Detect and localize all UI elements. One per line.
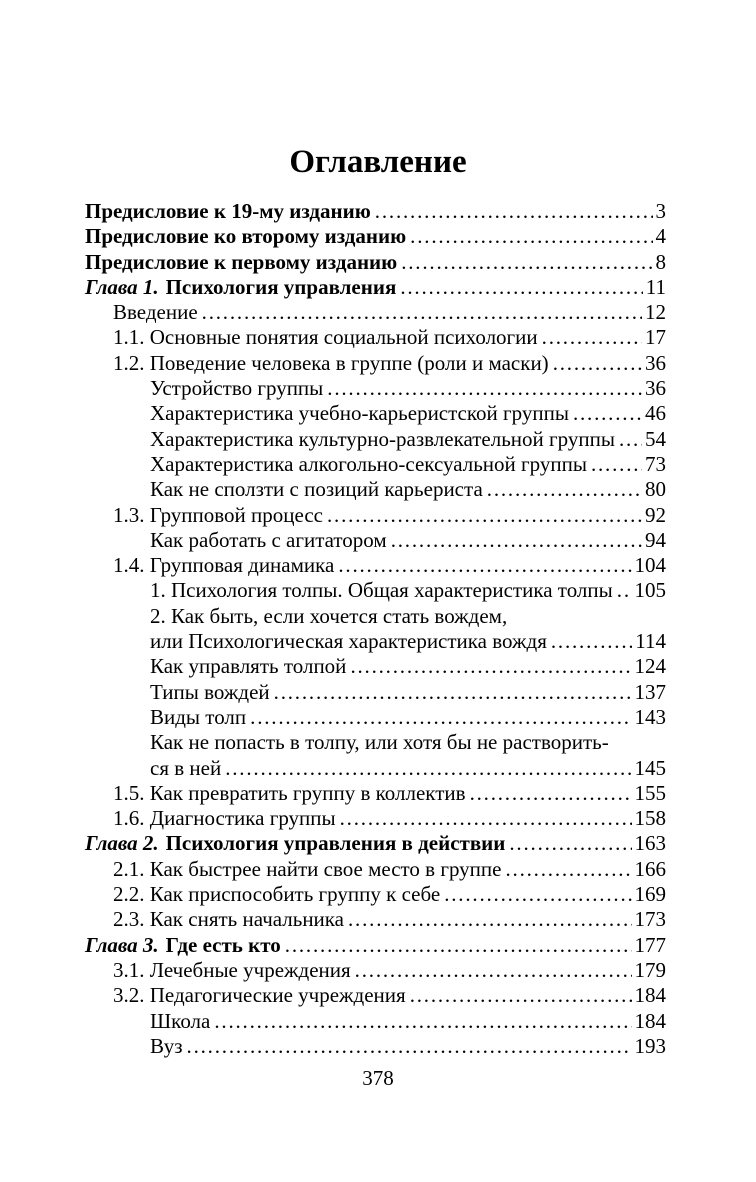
dots-leader [591, 452, 642, 477]
toc-entry [85, 654, 666, 679]
toc-entry-label: 1. Психология толпы. Общая характеристика толпы [150, 578, 613, 603]
toc-entry [85, 452, 666, 477]
toc-entry-page: 94 [645, 527, 666, 552]
toc-entry [85, 351, 666, 376]
toc-entry [85, 907, 666, 932]
toc-entry-page: 143 [634, 704, 666, 729]
toc-entry-page: 8 [655, 249, 666, 274]
chapter-title: Психология управления [165, 274, 397, 299]
chapter-prefix: Глава 3. [85, 932, 159, 957]
dots-leader [348, 907, 632, 932]
toc-list [85, 199, 666, 1059]
dots-leader [187, 1034, 632, 1059]
toc-entry [85, 224, 666, 249]
toc-entry-page: 36 [645, 350, 666, 375]
toc-entry [85, 933, 666, 958]
toc-entry-label [85, 275, 396, 300]
toc-entry-page: 17 [645, 325, 666, 350]
toc-entry-page: 184 [634, 983, 666, 1008]
toc-entry-label: Предисловие к первому изданию [85, 249, 398, 274]
toc-entry-label: 1.4. Групповая динамика [113, 553, 335, 578]
dots-leader [542, 325, 642, 350]
toc-entry [85, 578, 666, 603]
toc-entry-label [85, 831, 505, 856]
toc-entry-label: 1.1. Основные понятия социальной психологии [113, 325, 538, 350]
toc-entry [85, 958, 666, 983]
toc-entry-page: 54 [645, 426, 666, 451]
toc-entry-label: Типы вождей [150, 679, 270, 704]
toc-entry [85, 705, 666, 730]
chapter-title: Психология управления в действии [165, 831, 506, 856]
toc-entry [85, 1034, 666, 1059]
dots-leader [274, 680, 632, 705]
toc-entry [85, 199, 666, 224]
chapter-prefix: Глава 1. [85, 274, 159, 299]
toc-entry-page: 105 [634, 578, 666, 603]
dots-leader [285, 933, 632, 958]
toc-entry [85, 831, 666, 856]
toc-entry-page: 46 [645, 401, 666, 426]
toc-entry-label: Как работать с агитатором [150, 527, 387, 552]
dots-leader [551, 629, 632, 654]
toc-entry-label: ся в ней [150, 755, 222, 780]
footer-page-number: 378 [362, 1066, 394, 1090]
page-title: Оглавление [289, 144, 467, 180]
toc-entry [85, 882, 666, 907]
toc-entry-page: 137 [634, 679, 666, 704]
toc-entry [85, 983, 666, 1008]
toc-entry-page: 11 [645, 274, 666, 299]
toc-entry [85, 680, 666, 705]
toc-entry [85, 629, 666, 654]
toc-entry-page: 124 [634, 654, 666, 679]
dots-leader [505, 857, 631, 882]
toc-entry-label: Виды толп [150, 704, 247, 729]
toc-entry-page: 73 [645, 451, 666, 476]
toc-entry-label: Как управлять толпой [150, 654, 347, 679]
toc-entry-page: 163 [634, 831, 666, 856]
toc-entry [85, 503, 666, 528]
toc-entry [85, 275, 666, 300]
dots-leader [340, 806, 632, 831]
toc-entry [85, 376, 666, 401]
toc-entry [85, 427, 666, 452]
toc-entry [85, 1009, 666, 1034]
toc-entry-page: 3 [655, 199, 666, 223]
toc-entry-page: 36 [645, 376, 666, 401]
dots-leader [487, 477, 642, 502]
dots-leader [553, 351, 642, 376]
dots-leader [470, 781, 632, 806]
toc-entry-page: 104 [634, 553, 666, 578]
dots-leader [214, 1009, 631, 1034]
toc-entry-page: 92 [645, 502, 666, 527]
chapter-prefix: Глава 2. [85, 831, 159, 856]
toc-entry-label: 3.1. Лечебные учреждения [113, 957, 351, 982]
dots-leader [444, 882, 631, 907]
toc-entry-label: Как не сползти с позиций карьериста [150, 477, 483, 502]
toc-entry-page: 193 [634, 1033, 666, 1058]
toc-entry [85, 325, 666, 350]
toc-entry-label: 2. Как быть, если хочется стать вождем, [150, 603, 508, 628]
dots-leader [573, 401, 642, 426]
dots-leader [350, 654, 631, 679]
toc-entry-page: 155 [634, 780, 666, 805]
toc-entry-label: 1.2. Поведение человека в группе (роли и маски) [113, 350, 549, 375]
dots-leader [410, 983, 632, 1008]
toc-entry-page: 166 [634, 856, 666, 881]
toc-entry-label: 1.6. Диагностика группы [113, 806, 336, 831]
toc-entry-label: 1.5. Как превратить группу в коллектив [113, 780, 466, 805]
toc-entry-page: 158 [634, 806, 666, 831]
toc-entry-label: Устройство группы [150, 376, 324, 401]
dots-leader [202, 300, 642, 325]
toc-entry-label: Характеристика учебно-карьеристской группы [150, 401, 569, 426]
toc-entry-label: Предисловие ко второму изданию [85, 224, 407, 249]
toc-entry-label: 2.1. Как быстрее найти свое место в группе [113, 856, 502, 881]
toc-entry-label: 3.2. Педагогические учреждения [113, 983, 406, 1008]
toc-entry-label: Как не попасть в толпу, или хотя бы не растворить- [150, 730, 609, 755]
toc-entry-page: 4 [655, 224, 666, 249]
toc-entry [85, 756, 666, 781]
dots-leader [327, 376, 642, 401]
dots-leader [327, 503, 642, 528]
toc-entry [85, 806, 666, 831]
toc-entry [85, 857, 666, 882]
dots-leader [338, 553, 631, 578]
toc-entry-label: Предисловие к 19-му изданию [85, 199, 371, 223]
toc-entry [85, 730, 666, 755]
dots-leader [391, 528, 642, 553]
toc-entry-label: Характеристика культурно-развлекательной группы [150, 426, 615, 451]
toc-entry-label [85, 933, 281, 958]
toc-entry-page: 177 [634, 932, 666, 957]
toc-entry-label: Введение [113, 300, 198, 325]
toc-entry [85, 604, 666, 629]
toc-entry-label: Характеристика алкогольно-сексуальной группы [150, 451, 587, 476]
toc-entry [85, 528, 666, 553]
dots-leader [355, 958, 632, 983]
toc-entry-page: 169 [634, 882, 666, 907]
toc-entry-page: 173 [634, 907, 666, 932]
chapter-title: Где есть кто [165, 932, 281, 957]
dots-leader [225, 756, 631, 781]
dots-leader [401, 250, 652, 275]
toc-entry-label: Вуз [150, 1033, 183, 1058]
dots-leader [410, 224, 652, 249]
toc-entry-label: 2.2. Как приспособить группу к себе [113, 882, 441, 907]
dots-leader [619, 427, 642, 452]
toc-entry-page: 145 [634, 755, 666, 780]
toc-entry-label: 2.3. Как снять начальника [113, 907, 344, 932]
toc-entry-label: или Психологическая характеристика вождя [150, 629, 547, 654]
dots-leader [250, 705, 631, 730]
dots-leader [617, 578, 632, 603]
toc-entry-page: 184 [634, 1008, 666, 1033]
dots-leader [375, 199, 653, 224]
dots-leader [509, 831, 631, 856]
dots-leader [400, 275, 642, 300]
toc-entry-label: Школа [150, 1008, 211, 1033]
toc-entry-page: 80 [645, 477, 666, 502]
toc-entry-page: 114 [635, 629, 666, 654]
toc-entry [85, 553, 666, 578]
toc-entry [85, 401, 666, 426]
toc-entry [85, 250, 666, 275]
toc-entry [85, 477, 666, 502]
toc-entry-page: 12 [645, 300, 666, 325]
toc-entry-page: 179 [634, 957, 666, 982]
toc-entry [85, 300, 666, 325]
toc-entry-label: 1.3. Групповой процесс [113, 502, 323, 527]
toc-entry [85, 781, 666, 806]
